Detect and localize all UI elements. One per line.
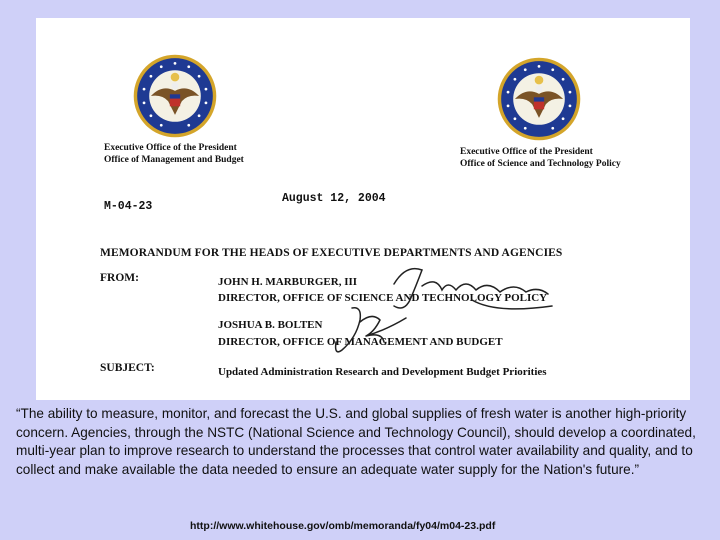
- bolten-signature: [326, 302, 436, 362]
- office-line: Office of Management and Budget: [104, 155, 244, 165]
- subject-text: Updated Administration Research and Development Budget Priorities: [218, 366, 547, 378]
- sender-name: JOSHUA B. BOLTEN: [218, 319, 323, 331]
- source-link[interactable]: http://www.whitehouse.gov/omb/memoranda/fy04/m04-23.pdf: [190, 520, 496, 532]
- sender-title: DIRECTOR, OFFICE OF SCIENCE AND TECHNOLOGY POLICY: [218, 292, 548, 304]
- office-line: Executive Office of the President: [104, 143, 237, 153]
- left-office-block: [104, 142, 244, 166]
- presidential-seal-icon: [496, 56, 582, 142]
- memo-heading: MEMORANDUM FOR THE HEADS OF EXECUTIVE DEPARTMENTS AND AGENCIES: [100, 247, 563, 259]
- subject-label: SUBJECT:: [100, 362, 155, 374]
- office-line: Executive Office of the President: [460, 147, 593, 157]
- memo-image: [36, 18, 690, 400]
- presidential-seal-icon: [132, 53, 218, 139]
- from-label: FROM:: [100, 272, 139, 284]
- right-office-block: [460, 146, 621, 170]
- sender-title: DIRECTOR, OFFICE OF MANAGEMENT AND BUDGET: [218, 336, 503, 348]
- memo-date: August 12, 2004: [282, 192, 386, 205]
- memo-number: M-04-23: [104, 200, 153, 213]
- sender-name: JOHN H. MARBURGER, III: [218, 276, 358, 288]
- office-line: Office of Science and Technology Policy: [460, 159, 621, 169]
- quote-text: “The ability to measure, monitor, and forecast the U.S. and global supplies of fresh water is another high-priority concern. Agencies, through the NSTC (National Science and Technology Council), should develop a coordinated, multi-year plan to improve research to understand the processes that control water availability and quality, and to collect and make available the data needed to ensure an adequate water supply for the Nation's future.”: [16, 406, 696, 477]
